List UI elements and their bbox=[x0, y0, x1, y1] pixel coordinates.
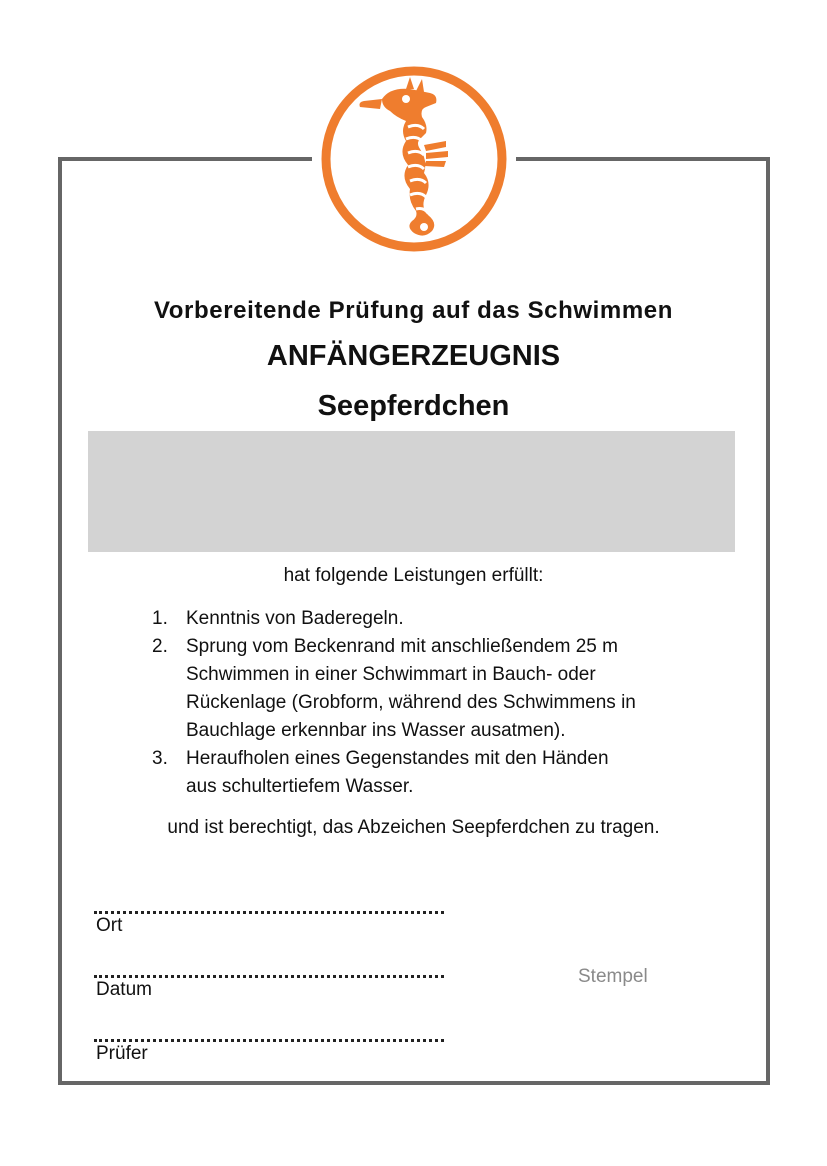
achievement-line: Heraufholen eines Gegenstandes mit den Händen bbox=[186, 748, 609, 769]
achievement-line: Bauchlage erkennbar ins Wasser ausatmen). bbox=[186, 720, 566, 741]
achievement-number: 3. bbox=[152, 748, 168, 769]
examiner-signature-line[interactable] bbox=[94, 1039, 444, 1042]
closing-statement: und ist berechtigt, das Abzeichen Seepferdchen zu tragen. bbox=[167, 817, 660, 838]
achievement-number: 2. bbox=[152, 636, 168, 657]
seahorse-icon bbox=[320, 65, 508, 253]
achievement-item bbox=[152, 605, 732, 633]
badge-name: Seepferdchen bbox=[317, 390, 510, 422]
achievement-line: Rückenlage (Grobform, während des Schwimmens in bbox=[186, 692, 636, 713]
achievements-list bbox=[152, 605, 732, 801]
recipient-name-field[interactable] bbox=[88, 431, 735, 552]
achievements-intro: hat folgende Leistungen erfüllt: bbox=[283, 565, 544, 586]
achievement-line: Kenntnis von Baderegeln. bbox=[186, 608, 404, 629]
certificate-subtitle: Vorbereitende Prüfung auf das Schwimmen bbox=[153, 297, 674, 324]
certificate-title: ANFÄNGERZEUGNIS bbox=[266, 340, 561, 372]
achievement-line: aus schultertiefem Wasser. bbox=[186, 776, 414, 797]
achievement-item bbox=[152, 745, 732, 801]
place-signature-line[interactable] bbox=[94, 911, 444, 914]
examiner-label: Prüfer bbox=[96, 1043, 148, 1064]
achievement-line: Schwimmen in einer Schwimmart in Bauch- oder bbox=[186, 664, 596, 685]
date-label: Datum bbox=[96, 979, 152, 1000]
date-signature-line[interactable] bbox=[94, 975, 444, 978]
place-label: Ort bbox=[96, 915, 123, 936]
stamp-label: Stempel bbox=[578, 966, 648, 987]
achievement-item bbox=[152, 633, 732, 745]
achievement-number: 1. bbox=[152, 608, 168, 629]
achievement-line: Sprung vom Beckenrand mit anschließendem 25 m bbox=[186, 636, 618, 657]
seahorse-logo bbox=[320, 65, 508, 253]
